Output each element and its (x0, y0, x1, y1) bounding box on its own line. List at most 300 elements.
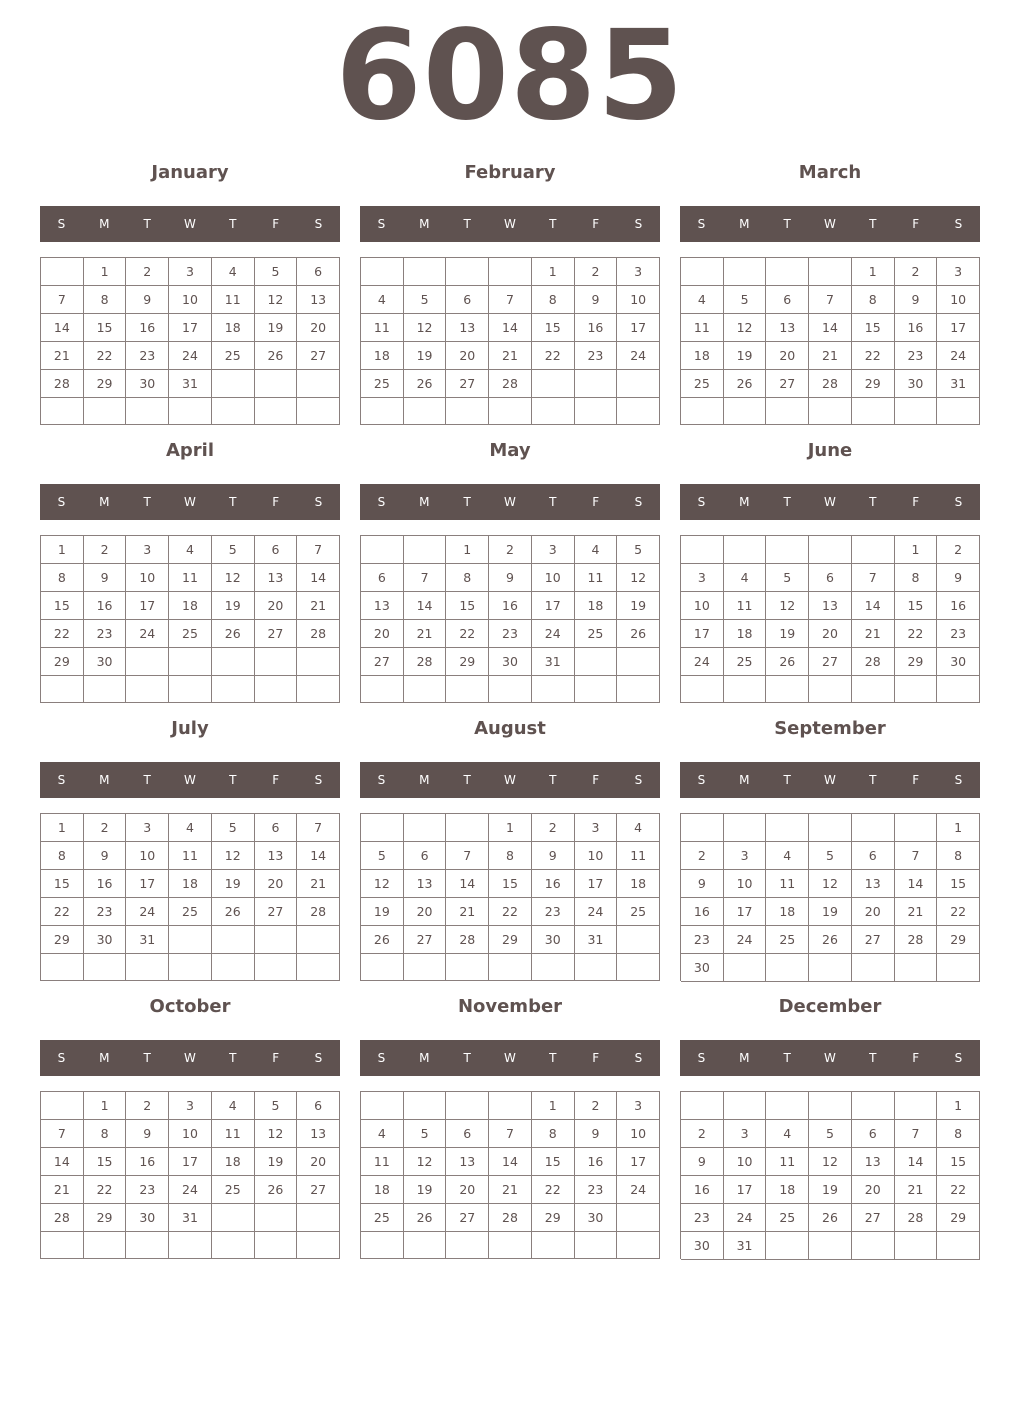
day-cell: 2 (681, 842, 724, 870)
day-cell: 12 (724, 314, 767, 342)
day-cell: 16 (84, 870, 127, 898)
day-cell: 9 (126, 1120, 169, 1148)
weekday-label: S (634, 495, 643, 509)
empty-day-cell (404, 398, 447, 425)
day-cell: 16 (489, 592, 532, 620)
day-cell: 26 (255, 342, 298, 370)
empty-day-cell (937, 1232, 980, 1260)
day-cell: 6 (852, 842, 895, 870)
day-cell: 22 (41, 898, 84, 926)
empty-day-cell (404, 954, 447, 981)
day-cell: 9 (681, 870, 724, 898)
day-cell: 14 (446, 870, 489, 898)
day-cell: 6 (404, 842, 447, 870)
day-cell: 10 (169, 286, 212, 314)
day-cell: 9 (126, 286, 169, 314)
day-cell: 30 (489, 648, 532, 676)
day-cell: 18 (361, 1176, 404, 1204)
day-cell: 22 (446, 620, 489, 648)
weekday-header (40, 484, 340, 520)
day-cell: 7 (895, 842, 938, 870)
empty-day-cell (84, 1232, 127, 1259)
day-cell: 11 (681, 314, 724, 342)
empty-day-cell (575, 648, 618, 676)
weekday-label: W (824, 217, 836, 231)
day-cell: 29 (852, 370, 895, 398)
weekday-label: M (419, 1051, 430, 1065)
weekday-label: S (57, 217, 66, 231)
day-cell: 11 (617, 842, 660, 870)
empty-day-cell (255, 954, 298, 981)
day-cell: 24 (937, 342, 980, 370)
empty-day-cell (895, 398, 938, 425)
day-cell: 21 (895, 898, 938, 926)
day-cell: 26 (724, 370, 767, 398)
day-cell: 29 (446, 648, 489, 676)
empty-day-cell (212, 1232, 255, 1259)
day-cell: 1 (84, 258, 127, 286)
empty-day-cell (489, 258, 532, 286)
day-cell: 16 (895, 314, 938, 342)
day-cell: 16 (532, 870, 575, 898)
day-cell: 28 (297, 620, 340, 648)
empty-day-cell (41, 258, 84, 286)
weekday-header (40, 762, 340, 798)
empty-day-cell (575, 1232, 618, 1259)
empty-day-cell (617, 954, 660, 981)
empty-day-cell (126, 1232, 169, 1259)
days-grid (360, 535, 660, 703)
day-cell: 10 (724, 870, 767, 898)
day-cell: 8 (446, 564, 489, 592)
day-cell: 8 (41, 564, 84, 592)
empty-day-cell (852, 814, 895, 842)
day-cell: 15 (532, 314, 575, 342)
day-cell: 6 (255, 814, 298, 842)
weekday-label: S (697, 773, 706, 787)
empty-day-cell (255, 398, 298, 425)
day-cell: 20 (297, 314, 340, 342)
empty-day-cell (852, 536, 895, 564)
day-cell: 19 (809, 1176, 852, 1204)
day-cell: 10 (681, 592, 724, 620)
empty-day-cell (446, 954, 489, 981)
day-cell: 17 (169, 1148, 212, 1176)
empty-day-cell (895, 814, 938, 842)
day-cell: 30 (681, 1232, 724, 1260)
empty-day-cell (489, 676, 532, 703)
weekday-label: T (783, 1051, 791, 1065)
day-cell: 5 (404, 1120, 447, 1148)
day-cell: 29 (532, 1204, 575, 1232)
empty-day-cell (852, 676, 895, 703)
weekday-header (360, 484, 660, 520)
day-cell: 1 (489, 814, 532, 842)
day-cell: 23 (126, 342, 169, 370)
day-cell: 25 (766, 926, 809, 954)
day-cell: 4 (169, 814, 212, 842)
day-cell: 11 (212, 1120, 255, 1148)
empty-day-cell (809, 676, 852, 703)
day-cell: 17 (532, 592, 575, 620)
empty-day-cell (681, 1092, 724, 1120)
day-cell: 6 (255, 536, 298, 564)
day-cell: 20 (809, 620, 852, 648)
empty-day-cell (937, 954, 980, 982)
day-cell: 3 (126, 814, 169, 842)
empty-day-cell (84, 398, 127, 425)
empty-day-cell (724, 1092, 767, 1120)
day-cell: 17 (724, 898, 767, 926)
day-cell: 24 (617, 1176, 660, 1204)
empty-day-cell (41, 954, 84, 981)
day-cell: 25 (212, 1176, 255, 1204)
empty-day-cell (169, 1232, 212, 1259)
empty-day-cell (617, 676, 660, 703)
empty-day-cell (532, 954, 575, 981)
day-cell: 3 (532, 536, 575, 564)
empty-day-cell (404, 1092, 447, 1120)
empty-day-cell (575, 954, 618, 981)
empty-day-cell (169, 676, 212, 703)
day-cell: 27 (446, 1204, 489, 1232)
day-cell: 1 (532, 258, 575, 286)
day-cell: 26 (212, 620, 255, 648)
day-cell: 23 (895, 342, 938, 370)
days-grid (680, 1091, 980, 1259)
day-cell: 18 (575, 592, 618, 620)
day-cell: 5 (809, 1120, 852, 1148)
weekday-label: F (592, 217, 600, 231)
day-cell: 21 (41, 1176, 84, 1204)
empty-day-cell (361, 398, 404, 425)
day-cell: 21 (895, 1176, 938, 1204)
empty-day-cell (212, 398, 255, 425)
day-cell: 20 (255, 870, 298, 898)
empty-day-cell (937, 398, 980, 425)
empty-day-cell (489, 954, 532, 981)
weekday-label: F (592, 495, 600, 509)
day-cell: 16 (126, 314, 169, 342)
weekday-label: F (272, 1051, 280, 1065)
day-cell: 11 (361, 1148, 404, 1176)
weekday-label: S (634, 773, 643, 787)
days-grid (40, 257, 340, 425)
weekday-label: S (954, 495, 963, 509)
day-cell: 25 (575, 620, 618, 648)
empty-day-cell (895, 1092, 938, 1120)
day-cell: 15 (446, 592, 489, 620)
empty-day-cell (766, 1092, 809, 1120)
empty-day-cell (41, 1092, 84, 1120)
day-cell: 18 (617, 870, 660, 898)
days-grid (360, 1091, 660, 1259)
day-cell: 3 (724, 842, 767, 870)
weekday-label: W (504, 495, 516, 509)
day-cell: 10 (617, 286, 660, 314)
weekday-label: T (549, 1051, 557, 1065)
day-cell: 6 (766, 286, 809, 314)
day-cell: 4 (169, 536, 212, 564)
weekday-label: T (869, 495, 877, 509)
weekday-header (360, 762, 660, 798)
day-cell: 1 (937, 1092, 980, 1120)
day-cell: 2 (84, 536, 127, 564)
day-cell: 17 (169, 314, 212, 342)
month-title: October (149, 996, 231, 1017)
day-cell: 2 (937, 536, 980, 564)
day-cell: 2 (489, 536, 532, 564)
weekday-label: S (57, 495, 66, 509)
day-cell: 2 (532, 814, 575, 842)
day-cell: 3 (169, 1092, 212, 1120)
day-cell: 28 (895, 1204, 938, 1232)
day-cell: 27 (297, 1176, 340, 1204)
day-cell: 22 (532, 1176, 575, 1204)
day-cell: 11 (361, 314, 404, 342)
day-cell: 29 (41, 926, 84, 954)
day-cell: 21 (41, 342, 84, 370)
day-cell: 15 (532, 1148, 575, 1176)
weekday-label: T (463, 495, 471, 509)
day-cell: 13 (446, 314, 489, 342)
day-cell: 7 (852, 564, 895, 592)
day-cell: 13 (361, 592, 404, 620)
weekday-label: T (549, 217, 557, 231)
day-cell: 16 (681, 898, 724, 926)
day-cell: 5 (212, 536, 255, 564)
empty-day-cell (852, 398, 895, 425)
weekday-label: S (314, 773, 323, 787)
day-cell: 17 (681, 620, 724, 648)
day-cell: 14 (895, 1148, 938, 1176)
empty-day-cell (575, 676, 618, 703)
day-cell: 7 (404, 564, 447, 592)
day-cell: 20 (446, 342, 489, 370)
day-cell: 24 (681, 648, 724, 676)
day-cell: 11 (766, 1148, 809, 1176)
empty-day-cell (297, 1232, 340, 1259)
empty-day-cell (617, 926, 660, 954)
day-cell: 7 (895, 1120, 938, 1148)
empty-day-cell (681, 398, 724, 425)
empty-day-cell (169, 926, 212, 954)
day-cell: 26 (404, 370, 447, 398)
day-cell: 9 (575, 1120, 618, 1148)
day-cell: 29 (84, 370, 127, 398)
empty-day-cell (809, 258, 852, 286)
day-cell: 8 (937, 842, 980, 870)
empty-day-cell (297, 1204, 340, 1232)
days-grid (680, 257, 980, 425)
day-cell: 2 (575, 258, 618, 286)
day-cell: 5 (809, 842, 852, 870)
day-cell: 27 (255, 898, 298, 926)
day-cell: 22 (532, 342, 575, 370)
empty-day-cell (255, 1204, 298, 1232)
month-title: November (457, 996, 563, 1017)
empty-day-cell (895, 676, 938, 703)
month-title: April (165, 440, 215, 461)
empty-day-cell (446, 1092, 489, 1120)
day-cell: 5 (212, 814, 255, 842)
day-cell: 12 (361, 870, 404, 898)
day-cell: 4 (212, 258, 255, 286)
day-cell: 19 (212, 592, 255, 620)
empty-day-cell (766, 676, 809, 703)
day-cell: 2 (575, 1092, 618, 1120)
day-cell: 3 (575, 814, 618, 842)
day-cell: 31 (724, 1232, 767, 1260)
empty-day-cell (809, 814, 852, 842)
weekday-label: T (143, 495, 151, 509)
day-cell: 9 (84, 842, 127, 870)
empty-day-cell (724, 954, 767, 982)
day-cell: 13 (446, 1148, 489, 1176)
day-cell: 3 (169, 258, 212, 286)
day-cell: 24 (169, 1176, 212, 1204)
empty-day-cell (766, 258, 809, 286)
day-cell: 5 (724, 286, 767, 314)
day-cell: 2 (895, 258, 938, 286)
weekday-header (680, 1040, 980, 1076)
day-cell: 7 (809, 286, 852, 314)
day-cell: 1 (84, 1092, 127, 1120)
day-cell: 5 (404, 286, 447, 314)
day-cell: 20 (404, 898, 447, 926)
empty-day-cell (126, 398, 169, 425)
day-cell: 3 (681, 564, 724, 592)
day-cell: 12 (617, 564, 660, 592)
day-cell: 22 (937, 898, 980, 926)
empty-day-cell (724, 258, 767, 286)
day-cell: 24 (575, 898, 618, 926)
day-cell: 9 (681, 1148, 724, 1176)
day-cell: 31 (575, 926, 618, 954)
day-cell: 22 (937, 1176, 980, 1204)
day-cell: 27 (766, 370, 809, 398)
day-cell: 30 (895, 370, 938, 398)
day-cell: 23 (126, 1176, 169, 1204)
empty-day-cell (404, 814, 447, 842)
empty-day-cell (489, 1232, 532, 1259)
month-title: December (778, 996, 882, 1017)
empty-day-cell (724, 536, 767, 564)
day-cell: 23 (937, 620, 980, 648)
days-grid (40, 813, 340, 981)
day-cell: 29 (489, 926, 532, 954)
day-cell: 13 (255, 842, 298, 870)
days-grid (40, 535, 340, 703)
day-cell: 27 (809, 648, 852, 676)
empty-day-cell (937, 676, 980, 703)
weekday-label: T (463, 217, 471, 231)
day-cell: 17 (126, 870, 169, 898)
weekday-label: S (314, 495, 323, 509)
day-cell: 22 (84, 342, 127, 370)
day-cell: 6 (852, 1120, 895, 1148)
empty-day-cell (41, 1232, 84, 1259)
empty-day-cell (446, 814, 489, 842)
day-cell: 18 (212, 314, 255, 342)
day-cell: 29 (937, 926, 980, 954)
day-cell: 15 (41, 870, 84, 898)
empty-day-cell (404, 676, 447, 703)
day-cell: 5 (766, 564, 809, 592)
day-cell: 31 (169, 370, 212, 398)
day-cell: 22 (852, 342, 895, 370)
day-cell: 26 (617, 620, 660, 648)
day-cell: 30 (937, 648, 980, 676)
empty-day-cell (169, 398, 212, 425)
day-cell: 26 (809, 1204, 852, 1232)
empty-day-cell (809, 954, 852, 982)
day-cell: 12 (809, 1148, 852, 1176)
day-cell: 22 (84, 1176, 127, 1204)
month-title: September (774, 718, 886, 739)
empty-day-cell (724, 814, 767, 842)
day-cell: 30 (126, 370, 169, 398)
day-cell: 31 (126, 926, 169, 954)
day-cell: 18 (724, 620, 767, 648)
empty-day-cell (809, 1232, 852, 1260)
day-cell: 5 (255, 258, 298, 286)
empty-day-cell (575, 370, 618, 398)
weekday-header (40, 1040, 340, 1076)
day-cell: 6 (361, 564, 404, 592)
day-cell: 17 (575, 870, 618, 898)
day-cell: 20 (766, 342, 809, 370)
day-cell: 27 (852, 1204, 895, 1232)
weekday-label: M (99, 495, 110, 509)
day-cell: 23 (489, 620, 532, 648)
empty-day-cell (255, 926, 298, 954)
day-cell: 25 (169, 620, 212, 648)
empty-day-cell (361, 536, 404, 564)
empty-day-cell (404, 536, 447, 564)
weekday-label: F (272, 217, 280, 231)
weekday-label: S (377, 217, 386, 231)
weekday-header (360, 206, 660, 242)
empty-day-cell (361, 1232, 404, 1259)
day-cell: 6 (297, 1092, 340, 1120)
day-cell: 25 (361, 370, 404, 398)
day-cell: 15 (937, 1148, 980, 1176)
empty-day-cell (617, 1232, 660, 1259)
weekday-label: S (314, 217, 323, 231)
day-cell: 20 (852, 1176, 895, 1204)
day-cell: 4 (766, 1120, 809, 1148)
days-grid (360, 813, 660, 981)
weekday-label: M (99, 1051, 110, 1065)
day-cell: 31 (532, 648, 575, 676)
day-cell: 26 (766, 648, 809, 676)
day-cell: 16 (84, 592, 127, 620)
day-cell: 15 (852, 314, 895, 342)
empty-day-cell (169, 648, 212, 676)
day-cell: 14 (297, 842, 340, 870)
day-cell: 24 (169, 342, 212, 370)
day-cell: 19 (766, 620, 809, 648)
weekday-label: F (912, 217, 920, 231)
empty-day-cell (212, 926, 255, 954)
day-cell: 12 (766, 592, 809, 620)
empty-day-cell (212, 954, 255, 981)
month-title: March (798, 162, 862, 183)
weekday-header (680, 484, 980, 520)
day-cell: 23 (84, 620, 127, 648)
weekday-label: F (912, 1051, 920, 1065)
